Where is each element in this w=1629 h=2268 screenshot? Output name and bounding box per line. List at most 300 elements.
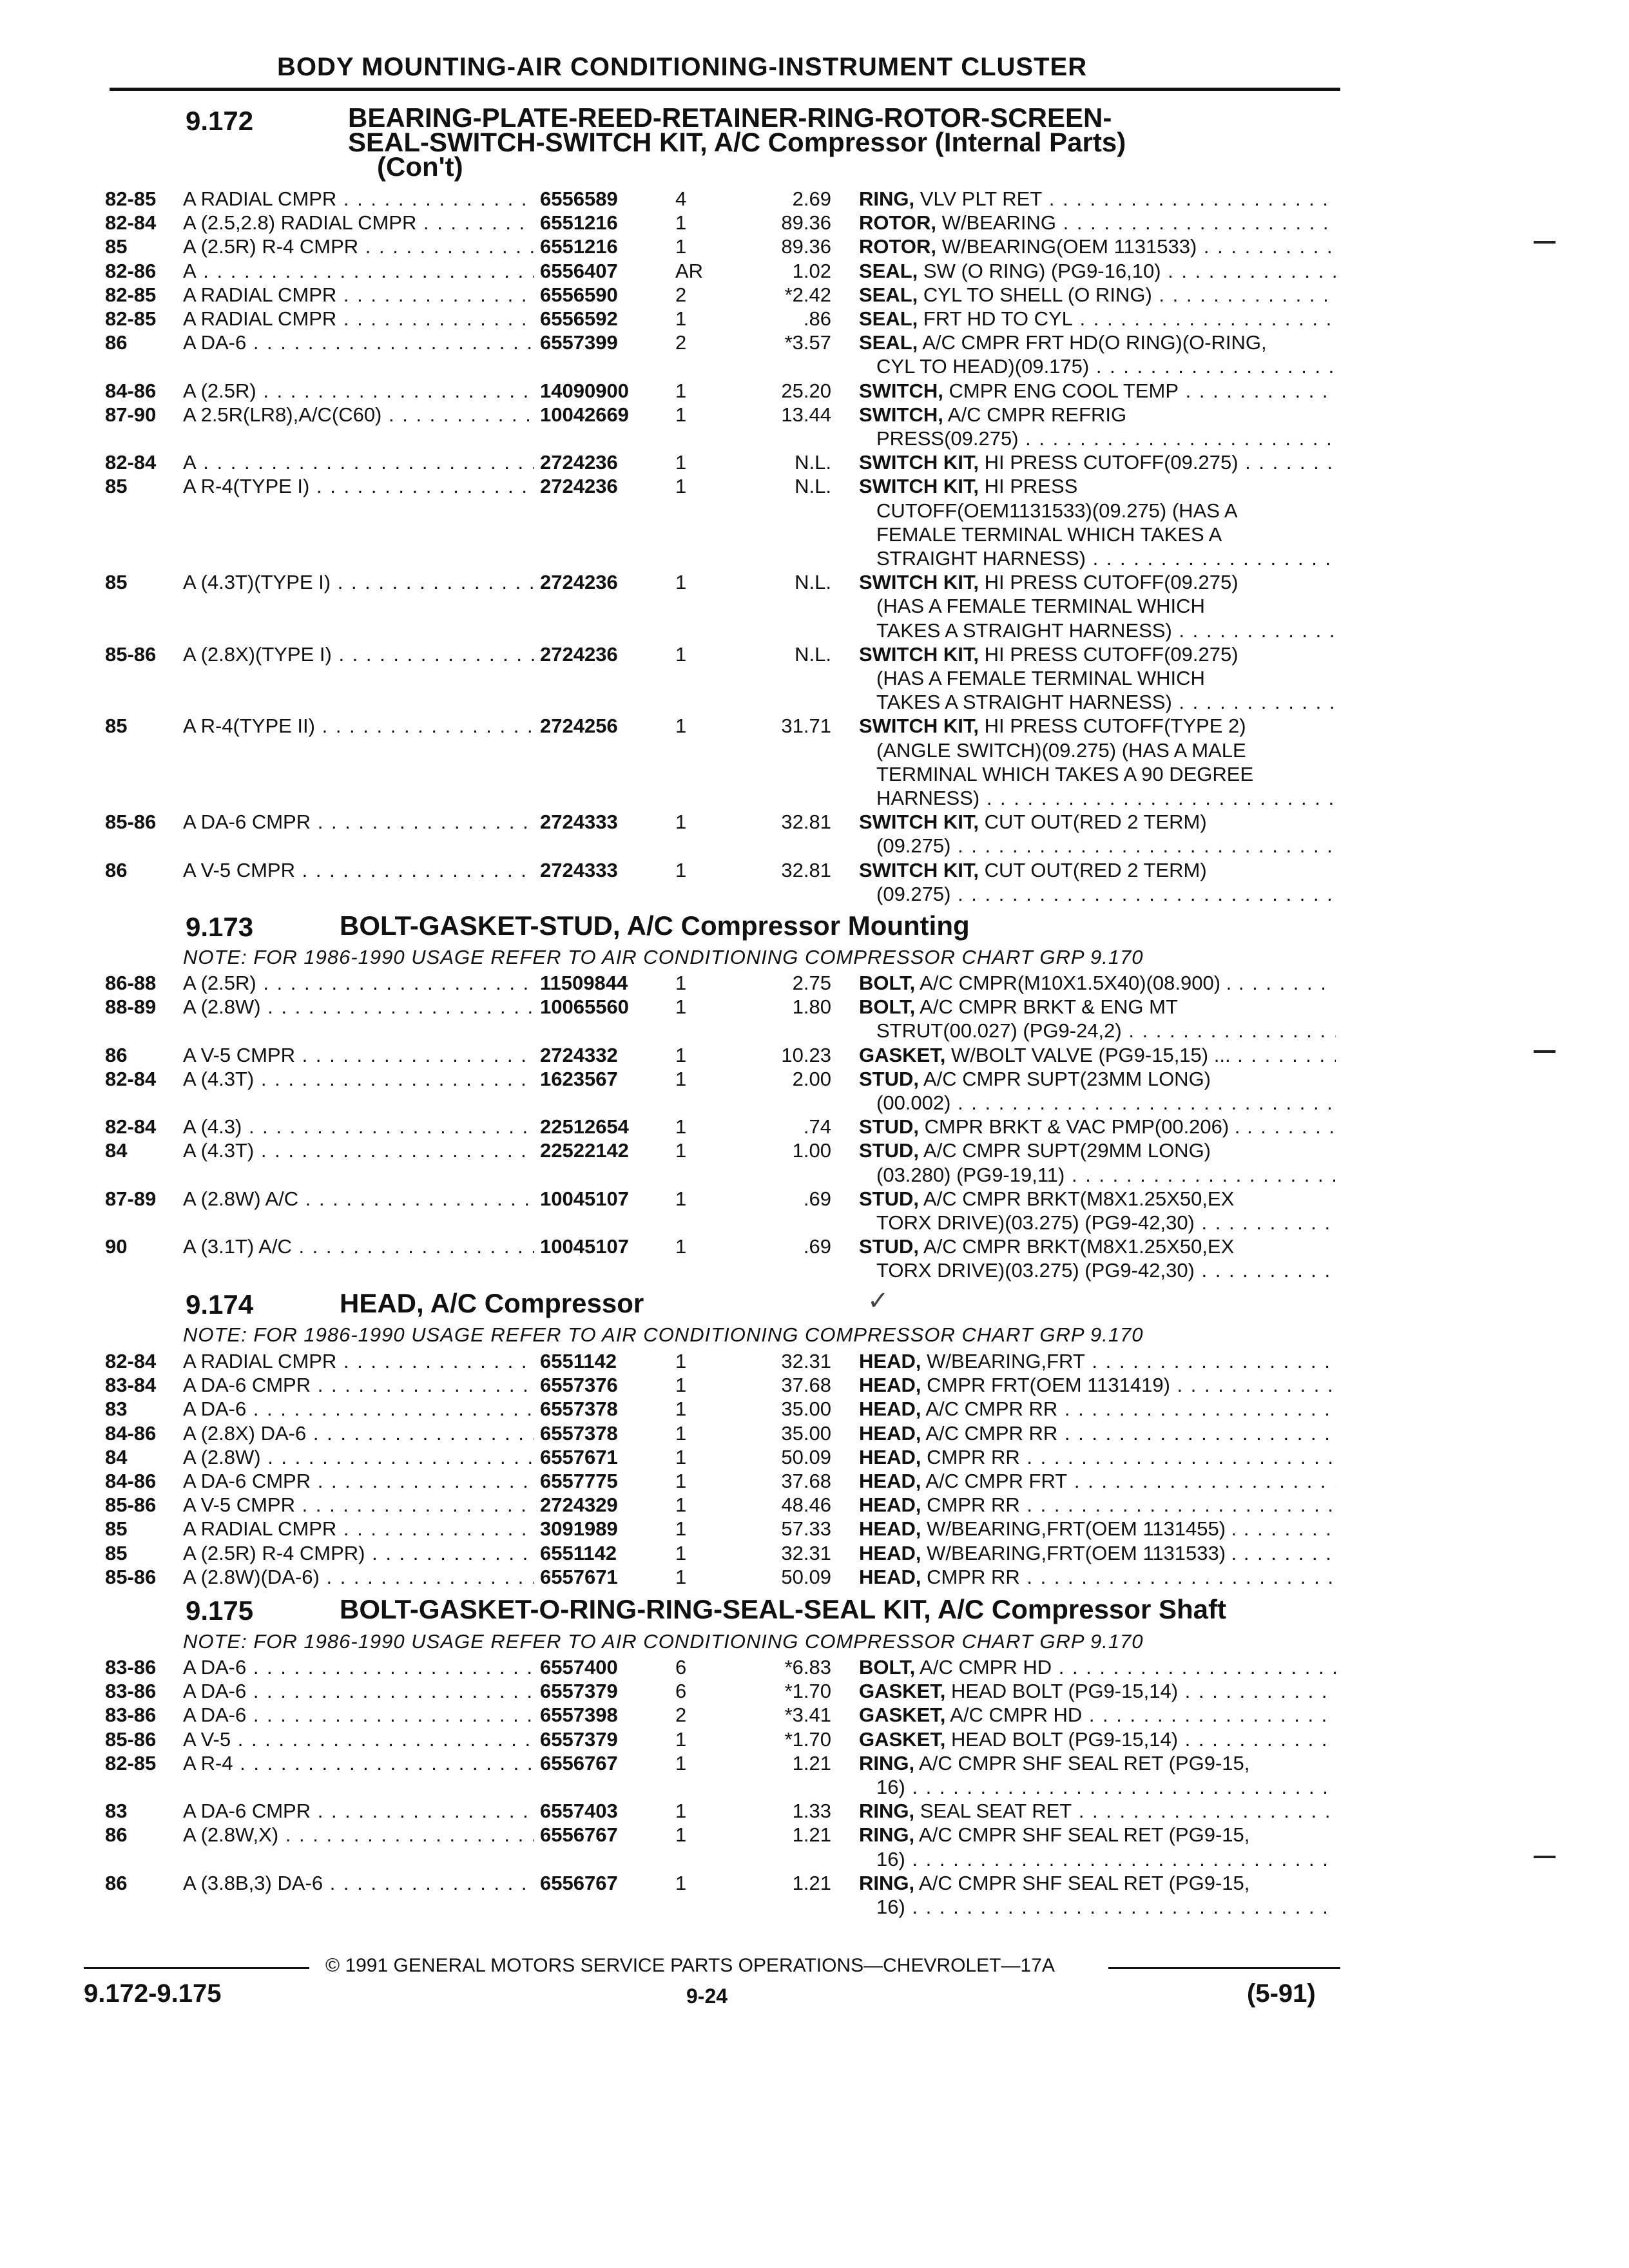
part-number: 3091989	[540, 1517, 618, 1540]
part-detail: CMPR RR	[927, 1446, 1020, 1468]
part-number: 6557400	[540, 1656, 618, 1678]
table-row-continuation	[0, 738, 1629, 762]
part-name: HEAD,	[859, 1517, 921, 1540]
part-number: 10042669	[540, 403, 629, 426]
table-row-continuation	[0, 523, 1629, 546]
year-range: 85-86	[105, 811, 157, 833]
part-description	[859, 1067, 1336, 1091]
year-range: 83-84	[105, 1374, 157, 1396]
table-row-continuation	[0, 1895, 1629, 1919]
part-name: SWITCH KIT,	[859, 475, 979, 497]
table-row	[0, 995, 1629, 1019]
year-range: 82-84	[105, 451, 157, 474]
quantity: 6	[675, 1680, 687, 1702]
application: A DA-6 CMPR . . .	[183, 1799, 534, 1823]
part-number: 2724236	[540, 451, 618, 474]
quantity: 1	[675, 451, 687, 474]
price: 89.36	[781, 235, 831, 258]
quantity: 1	[675, 571, 687, 593]
part-name: GASKET,	[859, 1680, 946, 1702]
footer-date-code: (5-91)	[1247, 1979, 1316, 2008]
year-range: 85	[105, 571, 128, 593]
part-description	[859, 1517, 1336, 1541]
application: A (2.8W,X) . . .	[183, 1823, 534, 1847]
price: 32.81	[781, 811, 831, 833]
price: 32.31	[781, 1350, 831, 1372]
section-title-line-1: BEARING-PLATE-REED-RETAINER-RING-ROTOR-SCREEN-	[348, 102, 1112, 133]
application: A (2.5R) R-4 CMPR . . .	[183, 235, 534, 258]
table-row-continuation	[0, 786, 1629, 810]
table-row	[0, 1751, 1629, 1775]
quantity: 1	[675, 715, 687, 737]
part-detail: A/C CMPR FRT HD(O RING)(O-RING,	[922, 331, 1267, 354]
table-row	[0, 971, 1629, 995]
part-detail-continued: CYL TO HEAD)(09.175) . . .	[876, 354, 1336, 378]
part-name: SWITCH KIT,	[859, 451, 979, 474]
year-range: 82-85	[105, 1752, 157, 1774]
year-range: 82-85	[105, 307, 157, 330]
part-name: SEAL,	[859, 307, 918, 330]
part-name: GASKET,	[859, 1044, 946, 1066]
quantity: 1	[675, 1044, 687, 1066]
part-detail: A/C CMPR SHF SEAL RET (PG9-15,	[919, 1752, 1250, 1774]
part-description	[859, 1871, 1336, 1895]
part-number: 6557671	[540, 1566, 618, 1588]
part-detail-continued: 16) . . .	[876, 1775, 1336, 1799]
table-row	[0, 403, 1629, 427]
price: 1.02	[792, 260, 831, 282]
table-row	[0, 1799, 1629, 1823]
part-description	[859, 283, 1336, 307]
section-title-line-3: (Con't)	[377, 151, 463, 182]
part-number: 10045107	[540, 1187, 629, 1210]
part-name: HEAD,	[859, 1422, 921, 1445]
price: N.L.	[795, 571, 831, 593]
application: A (4.3T)(TYPE I) . . .	[183, 570, 534, 594]
year-range: 85-86	[105, 1728, 157, 1751]
year-range: 88-89	[105, 995, 157, 1018]
part-description	[859, 1655, 1336, 1679]
part-detail: FRT HD TO CYL	[923, 307, 1073, 330]
application: A (2.5R) . . .	[183, 379, 534, 403]
part-name: HEAD,	[859, 1374, 921, 1396]
quantity: 1	[675, 1494, 687, 1516]
part-detail: A/C CMPR REFRIG	[947, 403, 1127, 426]
application: A DA-6 . . .	[183, 1655, 534, 1679]
part-detail: A/C CMPR RR	[925, 1422, 1058, 1445]
application: A (2.8W) A/C . . .	[183, 1187, 534, 1211]
part-detail: VLV PLT RET	[920, 187, 1043, 210]
application: A (3.8B,3) DA-6 . . .	[183, 1871, 534, 1895]
part-number: 6556590	[540, 284, 618, 306]
part-detail-continued: (09.275) . . .	[876, 834, 1336, 858]
price: 50.09	[781, 1566, 831, 1588]
year-range: 85	[105, 1517, 128, 1540]
part-description	[859, 379, 1336, 403]
table-row	[0, 1679, 1629, 1703]
part-detail: CYL TO SHELL (O RING)	[923, 284, 1152, 306]
part-name: BOLT,	[859, 972, 916, 994]
quantity: AR	[675, 260, 704, 282]
quantity: 1	[675, 811, 687, 833]
part-name: SWITCH,	[859, 380, 943, 402]
application: A (2.5R) . . .	[183, 971, 534, 995]
margin-mark	[1534, 1050, 1556, 1053]
part-number: 6557775	[540, 1470, 618, 1492]
part-detail-continued: (HAS A FEMALE TERMINAL WHICH	[876, 595, 1205, 617]
part-number: 22522142	[540, 1139, 629, 1162]
table-row	[0, 1421, 1629, 1445]
section-number: 9.173	[186, 912, 254, 942]
part-number: 2724332	[540, 1044, 618, 1066]
part-description	[859, 1493, 1336, 1517]
table-row	[0, 810, 1629, 834]
quantity: 1	[675, 1187, 687, 1210]
quantity: 1	[675, 1823, 687, 1846]
part-number: 2724256	[540, 715, 618, 737]
table-row	[0, 1823, 1629, 1847]
part-detail: A/C CMPR SHF SEAL RET (PG9-15,	[919, 1823, 1250, 1846]
page-title: BODY MOUNTING-AIR CONDITIONING-INSTRUMENT CLUSTER	[277, 53, 1088, 81]
year-range: 85	[105, 235, 128, 258]
part-description	[859, 211, 1336, 235]
price: N.L.	[795, 451, 831, 474]
table-row	[0, 570, 1629, 594]
part-name: GASKET,	[859, 1728, 946, 1751]
quantity: 1	[675, 972, 687, 994]
price: 2.69	[792, 187, 831, 210]
table-row-continuation	[0, 1258, 1629, 1282]
margin-mark	[1534, 1856, 1556, 1858]
part-number: 6556592	[540, 307, 618, 330]
part-description	[859, 1115, 1336, 1139]
part-number: 6557671	[540, 1446, 618, 1468]
part-detail-continued: (ANGLE SWITCH)(09.275) (HAS A MALE	[876, 739, 1246, 762]
part-name: SWITCH,	[859, 403, 943, 426]
price: 50.09	[781, 1446, 831, 1468]
part-number: 6557399	[540, 331, 618, 354]
part-number: 6551142	[540, 1542, 617, 1564]
quantity: 1	[675, 859, 687, 881]
part-name: BOLT,	[859, 995, 916, 1018]
quantity: 1	[675, 307, 687, 330]
application: A R-4(TYPE II) . . .	[183, 714, 534, 738]
part-description	[859, 1373, 1336, 1397]
price: 1.21	[792, 1752, 831, 1774]
part-name: RING,	[859, 1800, 915, 1822]
price: 25.20	[781, 380, 831, 402]
table-row	[0, 1115, 1629, 1139]
quantity: 1	[675, 1728, 687, 1751]
part-description	[859, 1799, 1336, 1823]
part-name: BOLT,	[859, 1656, 916, 1678]
table-row	[0, 1703, 1629, 1727]
price: *1.70	[784, 1680, 831, 1702]
application: A RADIAL CMPR . . .	[183, 1517, 534, 1541]
part-number: 10045107	[540, 1235, 629, 1258]
part-description	[859, 642, 1336, 666]
part-name: HEAD,	[859, 1350, 921, 1372]
application: A . . .	[183, 450, 534, 474]
part-name: HEAD,	[859, 1566, 921, 1588]
year-range: 90	[105, 1235, 128, 1258]
part-detail: HI PRESS CUTOFF(09.275)	[984, 571, 1239, 593]
section-title-line-2: SEAL-SWITCH-SWITCH KIT, A/C Compressor (Internal Parts)	[348, 127, 1126, 157]
table-row	[0, 1565, 1629, 1589]
part-number: 6556407	[540, 260, 618, 282]
header-rule	[110, 88, 1340, 91]
year-range: 82-85	[105, 187, 157, 210]
section-title: BOLT-GASKET-STUD, A/C Compressor Mounting	[340, 910, 970, 941]
quantity: 1	[675, 643, 687, 666]
application: A R-4(TYPE I) . . .	[183, 474, 534, 498]
table-row	[0, 1235, 1629, 1258]
part-number: 6551216	[540, 211, 618, 234]
price: *3.57	[784, 331, 831, 354]
application: A (2.8W) . . .	[183, 995, 534, 1019]
quantity: 1	[675, 475, 687, 497]
part-detail-continued: STRUT(00.027) (PG9-24,2) . . .	[876, 1019, 1336, 1043]
part-name: STUD,	[859, 1235, 919, 1258]
price: 37.68	[781, 1374, 831, 1396]
part-description	[859, 1043, 1336, 1067]
table-row	[0, 1397, 1629, 1421]
application: A . . .	[183, 259, 534, 283]
part-description	[859, 1349, 1336, 1373]
part-description	[859, 971, 1336, 995]
part-name: ROTOR,	[859, 211, 936, 234]
part-description	[859, 403, 1336, 427]
price: .74	[803, 1115, 831, 1138]
price: .86	[803, 307, 831, 330]
table-row-continuation	[0, 690, 1629, 714]
part-name: RING,	[859, 1872, 915, 1894]
part-name: HEAD,	[859, 1494, 921, 1516]
application: A RADIAL CMPR . . .	[183, 307, 534, 331]
part-detail-continued: (HAS A FEMALE TERMINAL WHICH	[876, 667, 1205, 689]
table-row	[0, 1517, 1629, 1541]
part-name: SWITCH KIT,	[859, 715, 979, 737]
part-description	[859, 1823, 1336, 1847]
part-number: 2724236	[540, 643, 618, 666]
part-number: 6557376	[540, 1374, 618, 1396]
price: 1.21	[792, 1872, 831, 1894]
section-number: 9.174	[186, 1289, 254, 1320]
part-detail: CMPR ENG COOL TEMP	[949, 380, 1179, 402]
part-detail: A/C CMPR FRT	[925, 1470, 1068, 1492]
part-detail: HI PRESS CUTOFF(09.275)	[984, 451, 1239, 474]
part-name: STUD,	[859, 1068, 919, 1090]
table-row	[0, 858, 1629, 882]
part-description	[859, 1751, 1336, 1775]
price: 13.44	[781, 403, 831, 426]
price: .69	[803, 1187, 831, 1210]
part-detail: SW (O RING) (PG9-16,10)	[923, 260, 1161, 282]
table-row	[0, 474, 1629, 498]
quantity: 1	[675, 1350, 687, 1372]
part-number: 2724333	[540, 811, 618, 833]
quantity: 1	[675, 380, 687, 402]
part-number: 10065560	[540, 995, 629, 1018]
application: A (2.8W)(DA-6) . . .	[183, 1565, 534, 1589]
table-row	[0, 450, 1629, 474]
part-number: 1623567	[540, 1068, 618, 1090]
part-detail: A/C CMPR BRKT(M8X1.25X50,EX	[923, 1187, 1235, 1210]
application: A DA-6 . . .	[183, 1679, 534, 1703]
part-detail: A/C CMPR SUPT(29MM LONG)	[923, 1139, 1211, 1162]
table-row	[0, 642, 1629, 666]
part-description	[859, 1421, 1336, 1445]
application: A DA-6 CMPR . . .	[183, 810, 534, 834]
part-description	[859, 1727, 1336, 1751]
part-number: 14090900	[540, 380, 629, 402]
part-name: SWITCH KIT,	[859, 811, 979, 833]
year-range: 86	[105, 1872, 128, 1894]
quantity: 1	[675, 1800, 687, 1822]
part-detail-continued: (03.280) (PG9-19,11) . . .	[876, 1163, 1336, 1187]
year-range: 86-88	[105, 972, 157, 994]
price: *1.70	[784, 1728, 831, 1751]
year-range: 82-84	[105, 1115, 157, 1138]
part-detail: CMPR BRKT & VAC PMP(00.206) .	[924, 1115, 1240, 1138]
year-range: 83-86	[105, 1656, 157, 1678]
table-row	[0, 1043, 1629, 1067]
part-number: 6557378	[540, 1398, 618, 1420]
part-name: GASKET,	[859, 1704, 946, 1726]
part-detail: HI PRESS	[984, 475, 1078, 497]
part-description	[859, 1469, 1336, 1493]
table-row	[0, 235, 1629, 258]
part-number: 6557378	[540, 1422, 618, 1445]
year-range: 85	[105, 715, 128, 737]
application: A 2.5R(LR8),A/C(C60) . . .	[183, 403, 534, 427]
table-row	[0, 259, 1629, 283]
price: 1.00	[792, 1139, 831, 1162]
quantity: 1	[675, 1235, 687, 1258]
year-range: 85-86	[105, 1566, 157, 1588]
year-range: 82-84	[105, 1068, 157, 1090]
application: A V-5 CMPR . . .	[183, 1493, 534, 1517]
section-number: 9.175	[186, 1595, 254, 1626]
table-row-continuation	[0, 354, 1629, 378]
table-row	[0, 1727, 1629, 1751]
part-name: HEAD,	[859, 1542, 921, 1564]
table-row	[0, 187, 1629, 211]
application: A (2.5R) R-4 CMPR) . . .	[183, 1541, 534, 1565]
quantity: 1	[675, 1446, 687, 1468]
part-number: 2724333	[540, 859, 618, 881]
application: A (2.8X)(TYPE I) . . .	[183, 642, 534, 666]
table-row-continuation	[0, 499, 1629, 523]
quantity: 2	[675, 331, 687, 354]
part-detail: W/BEARING,FRT	[927, 1350, 1085, 1372]
part-detail: HEAD BOLT (PG9-15,14)	[950, 1728, 1179, 1751]
quantity: 1	[675, 1752, 687, 1774]
part-name: STUD,	[859, 1187, 919, 1210]
quantity: 1	[675, 403, 687, 426]
part-detail-continued: CUTOFF(OEM1131533)(09.275) (HAS A	[876, 499, 1238, 522]
section-note: NOTE: FOR 1986-1990 USAGE REFER TO AIR CONDITIONING COMPRESSOR CHART GRP 9.170	[183, 1630, 1144, 1653]
part-description	[859, 858, 1336, 882]
part-number: 6556589	[540, 187, 618, 210]
table-row-continuation	[0, 594, 1629, 618]
part-name: SWITCH KIT,	[859, 643, 979, 666]
part-detail: A/C CMPR HD	[920, 1656, 1052, 1678]
part-description	[859, 810, 1336, 834]
price: 2.75	[792, 972, 831, 994]
year-range: 83	[105, 1800, 128, 1822]
copyright-text: © 1991 GENERAL MOTORS SERVICE PARTS OPERATIONS—CHEVROLET—17A	[325, 1955, 1055, 1976]
table-row-continuation	[0, 1775, 1629, 1799]
part-detail: SEAL SEAT RET	[920, 1800, 1072, 1822]
application: A DA-6 . . .	[183, 331, 534, 354]
year-range: 82-85	[105, 284, 157, 306]
quantity: 1	[675, 1398, 687, 1420]
year-range: 82-84	[105, 1350, 157, 1372]
application: A RADIAL CMPR . . .	[183, 1349, 534, 1373]
footer-rule-right	[1108, 1967, 1340, 1969]
part-detail: A/C CMPR BRKT(M8X1.25X50,EX	[923, 1235, 1235, 1258]
application: A DA-6 . . .	[183, 1397, 534, 1421]
part-detail: A/C CMPR BRKT & ENG MT	[920, 995, 1178, 1018]
year-range: 84-86	[105, 1422, 157, 1445]
table-row-continuation	[0, 427, 1629, 450]
part-detail: W/BEARING,FRT(OEM 1131533) .	[927, 1542, 1237, 1564]
quantity: 1	[675, 1566, 687, 1588]
section-number: 9.172	[186, 106, 254, 136]
part-detail-continued: PRESS(09.275) . . .	[876, 427, 1336, 450]
year-range: 86	[105, 1823, 128, 1846]
table-row	[0, 379, 1629, 403]
footer-page-number: 9-24	[686, 1984, 728, 2008]
application: A DA-6 . . .	[183, 1703, 534, 1727]
part-detail: HI PRESS CUTOFF(TYPE 2)	[984, 715, 1246, 737]
part-description	[859, 1397, 1336, 1421]
application: A (3.1T) A/C . . .	[183, 1235, 534, 1258]
part-detail-continued: (09.275) . . .	[876, 882, 1336, 906]
year-range: 84	[105, 1446, 128, 1468]
part-detail: A/C CMPR(M10X1.5X40)(08.900) .	[920, 972, 1232, 994]
part-detail: W/BEARING	[941, 211, 1057, 234]
part-detail: CUT OUT(RED 2 TERM)	[984, 859, 1207, 881]
part-name: SWITCH KIT,	[859, 571, 979, 593]
application: A V-5 . . .	[183, 1727, 534, 1751]
year-range: 85-86	[105, 643, 157, 666]
price: 10.23	[781, 1044, 831, 1066]
part-number: 6556767	[540, 1752, 618, 1774]
table-row	[0, 211, 1629, 235]
part-description	[859, 1703, 1336, 1727]
part-detail-continued: FEMALE TERMINAL WHICH TAKES A	[876, 523, 1222, 546]
part-name: HEAD,	[859, 1398, 921, 1420]
price: *6.83	[784, 1656, 831, 1678]
section-title: BOLT-GASKET-O-RING-RING-SEAL-SEAL KIT, A/C Compressor Shaft	[340, 1594, 1226, 1624]
price: *2.42	[784, 284, 831, 306]
part-name: ROTOR,	[859, 235, 936, 258]
part-description	[859, 474, 1336, 498]
part-name: SEAL,	[859, 331, 918, 354]
part-detail: HI PRESS CUTOFF(09.275)	[984, 643, 1239, 666]
price: 1.33	[792, 1800, 831, 1822]
quantity: 1	[675, 1517, 687, 1540]
year-range: 84	[105, 1139, 128, 1162]
year-range: 85-86	[105, 1494, 157, 1516]
part-detail-continued: TAKES A STRAIGHT HARNESS) . . .	[876, 690, 1336, 714]
quantity: 1	[675, 211, 687, 234]
table-row-continuation	[0, 882, 1629, 906]
price: 1.21	[792, 1823, 831, 1846]
year-range: 83-86	[105, 1704, 157, 1726]
